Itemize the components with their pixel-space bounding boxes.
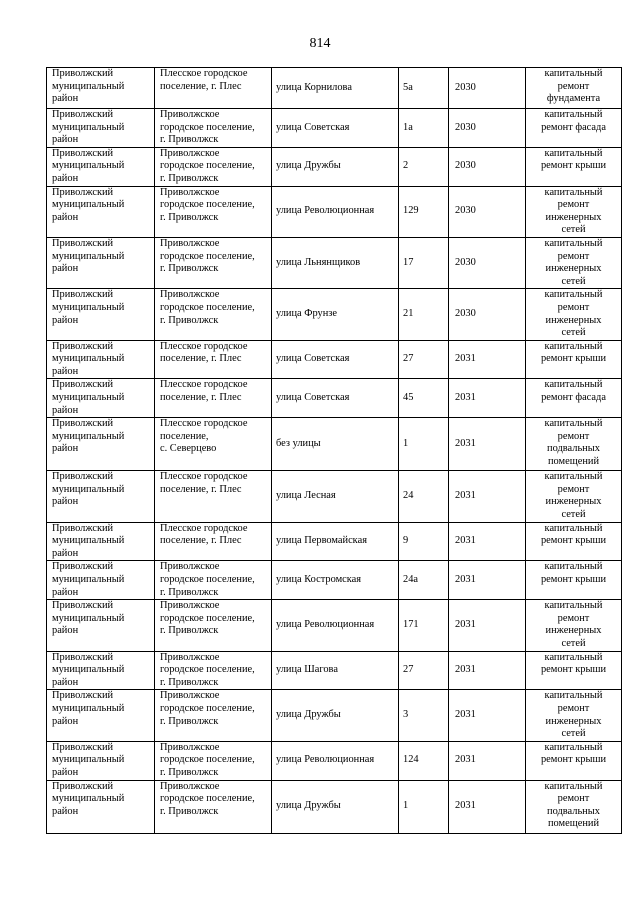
street-cell: улица Дружбы	[272, 780, 399, 833]
settlement-cell: Приволжское городское поселение, г. Приволжск	[155, 690, 272, 741]
settlement-cell: Приволжское городское поселение, г. Приволжск	[155, 147, 272, 186]
settlement-cell: Приволжское городское поселение, г. Приволжск	[155, 186, 272, 237]
district-cell: Приволжский муниципальный район	[47, 379, 155, 418]
settlement-cell: Плесское городское поселение, г. Плес	[155, 522, 272, 561]
street-cell: улица Революционная	[272, 186, 399, 237]
settlement-cell: Плесское городское поселение, г. Плес	[155, 471, 272, 522]
house-number-cell: 2	[399, 147, 449, 186]
house-number-cell: 5а	[399, 68, 449, 109]
settlement-cell: Приволжское городское поселение, г. Приволжск	[155, 780, 272, 833]
table-row	[47, 690, 622, 741]
street-cell: улица Первомайская	[272, 522, 399, 561]
street-cell: улица Советская	[272, 379, 399, 418]
repair-year-cell: 2030	[449, 109, 526, 148]
district-cell: Приволжский муниципальный район	[47, 651, 155, 690]
work-type-cell: капитальный ремонт инженерных сетей	[526, 237, 622, 288]
settlement-cell: Плесское городское поселение, г. Плес	[155, 340, 272, 379]
street-cell: улица Дружбы	[272, 690, 399, 741]
table-row	[47, 741, 622, 780]
district-cell: Приволжский муниципальный район	[47, 690, 155, 741]
settlement-cell: Плесское городское поселение, г. Плес	[155, 379, 272, 418]
district-cell: Приволжский муниципальный район	[47, 289, 155, 340]
table-row	[47, 651, 622, 690]
work-type-cell: капитальный ремонт крыши	[526, 522, 622, 561]
work-type-cell: капитальный ремонт крыши	[526, 651, 622, 690]
table-row	[47, 522, 622, 561]
table-row	[47, 418, 622, 471]
house-number-cell: 27	[399, 340, 449, 379]
street-cell: улица Костромская	[272, 561, 399, 600]
work-type-cell: капитальный ремонт крыши	[526, 741, 622, 780]
street-cell: улица Дружбы	[272, 147, 399, 186]
street-cell: улица Шагова	[272, 651, 399, 690]
work-type-cell: капитальный ремонт фасада	[526, 109, 622, 148]
table-row	[47, 379, 622, 418]
table-row	[47, 289, 622, 340]
house-number-cell: 1а	[399, 109, 449, 148]
repair-year-cell: 2030	[449, 68, 526, 109]
repair-year-cell: 2031	[449, 780, 526, 833]
page-number: 814	[309, 36, 331, 51]
work-type-cell: капитальный ремонт подвальных помещений	[526, 780, 622, 833]
work-type-cell: капитальный ремонт инженерных сетей	[526, 289, 622, 340]
repair-year-cell: 2031	[449, 418, 526, 471]
settlement-cell: Приволжское городское поселение, г. Приволжск	[155, 109, 272, 148]
table-row	[47, 340, 622, 379]
house-number-cell: 27	[399, 651, 449, 690]
street-cell: улица Льнянщиков	[272, 237, 399, 288]
district-cell: Приволжский муниципальный район	[47, 340, 155, 379]
table-row	[47, 471, 622, 522]
house-number-cell: 24	[399, 471, 449, 522]
settlement-cell: Приволжское городское поселение, г. Приволжск	[155, 289, 272, 340]
work-type-cell: капитальный ремонт фундамента	[526, 68, 622, 109]
house-number-cell: 9	[399, 522, 449, 561]
district-cell: Приволжский муниципальный район	[47, 780, 155, 833]
repair-year-cell: 2030	[449, 186, 526, 237]
repair-year-cell: 2031	[449, 690, 526, 741]
repair-year-cell: 2030	[449, 237, 526, 288]
repair-year-cell: 2031	[449, 471, 526, 522]
street-cell: улица Революционная	[272, 600, 399, 651]
work-type-cell: капитальный ремонт инженерных сетей	[526, 471, 622, 522]
district-cell: Приволжский муниципальный район	[47, 418, 155, 471]
repair-year-cell: 2031	[449, 340, 526, 379]
settlement-cell: Приволжское городское поселение, г. Приволжск	[155, 237, 272, 288]
street-cell: улица Революционная	[272, 741, 399, 780]
repair-year-cell: 2031	[449, 741, 526, 780]
district-cell: Приволжский муниципальный район	[47, 68, 155, 109]
house-number-cell: 1	[399, 418, 449, 471]
district-cell: Приволжский муниципальный район	[47, 237, 155, 288]
district-cell: Приволжский муниципальный район	[47, 471, 155, 522]
district-cell: Приволжский муниципальный район	[47, 561, 155, 600]
repair-year-cell: 2031	[449, 379, 526, 418]
street-cell: улица Лесная	[272, 471, 399, 522]
district-cell: Приволжский муниципальный район	[47, 522, 155, 561]
street-cell: улица Советская	[272, 109, 399, 148]
repair-year-cell: 2031	[449, 651, 526, 690]
repair-year-cell: 2031	[449, 522, 526, 561]
work-type-cell: капитальный ремонт крыши	[526, 147, 622, 186]
house-number-cell: 45	[399, 379, 449, 418]
house-number-cell: 21	[399, 289, 449, 340]
house-number-cell: 17	[399, 237, 449, 288]
district-cell: Приволжский муниципальный район	[47, 186, 155, 237]
repair-year-cell: 2030	[449, 147, 526, 186]
table-row	[47, 109, 622, 148]
district-cell: Приволжский муниципальный район	[47, 109, 155, 148]
district-cell: Приволжский муниципальный район	[47, 741, 155, 780]
work-type-cell: капитальный ремонт инженерных сетей	[526, 600, 622, 651]
work-type-cell: капитальный ремонт инженерных сетей	[526, 690, 622, 741]
table-row	[47, 68, 622, 109]
street-cell: улица Советская	[272, 340, 399, 379]
repair-year-cell: 2031	[449, 600, 526, 651]
work-type-cell: капитальный ремонт фасада	[526, 379, 622, 418]
settlement-cell: Приволжское городское поселение, г. Приволжск	[155, 741, 272, 780]
table-row	[47, 600, 622, 651]
table-row	[47, 780, 622, 833]
work-type-cell: капитальный ремонт инженерных сетей	[526, 186, 622, 237]
street-cell: улица Корнилова	[272, 68, 399, 109]
repair-year-cell: 2030	[449, 289, 526, 340]
table-row	[47, 147, 622, 186]
house-number-cell: 171	[399, 600, 449, 651]
house-number-cell: 124	[399, 741, 449, 780]
settlement-cell: Плесское городское поселение, с. Северцево	[155, 418, 272, 471]
table-row	[47, 561, 622, 600]
work-type-cell: капитальный ремонт крыши	[526, 340, 622, 379]
house-number-cell: 1	[399, 780, 449, 833]
house-number-cell: 24а	[399, 561, 449, 600]
table-row	[47, 237, 622, 288]
house-number-cell: 129	[399, 186, 449, 237]
settlement-cell: Приволжское городское поселение, г. Приволжск	[155, 600, 272, 651]
table-body	[47, 68, 622, 834]
work-type-cell: капитальный ремонт подвальных помещений	[526, 418, 622, 471]
settlement-cell: Приволжское городское поселение, г. Приволжск	[155, 561, 272, 600]
district-cell: Приволжский муниципальный район	[47, 600, 155, 651]
work-type-cell: капитальный ремонт крыши	[526, 561, 622, 600]
settlement-cell: Приволжское городское поселение, г. Приволжск	[155, 651, 272, 690]
street-cell: улица Фрунзе	[272, 289, 399, 340]
house-number-cell: 3	[399, 690, 449, 741]
repair-year-cell: 2031	[449, 561, 526, 600]
district-cell: Приволжский муниципальный район	[47, 147, 155, 186]
table-row	[47, 186, 622, 237]
settlement-cell: Плесское городское поселение, г. Плес	[155, 68, 272, 109]
repair-schedule-table	[46, 67, 622, 834]
street-cell: без улицы	[272, 418, 399, 471]
